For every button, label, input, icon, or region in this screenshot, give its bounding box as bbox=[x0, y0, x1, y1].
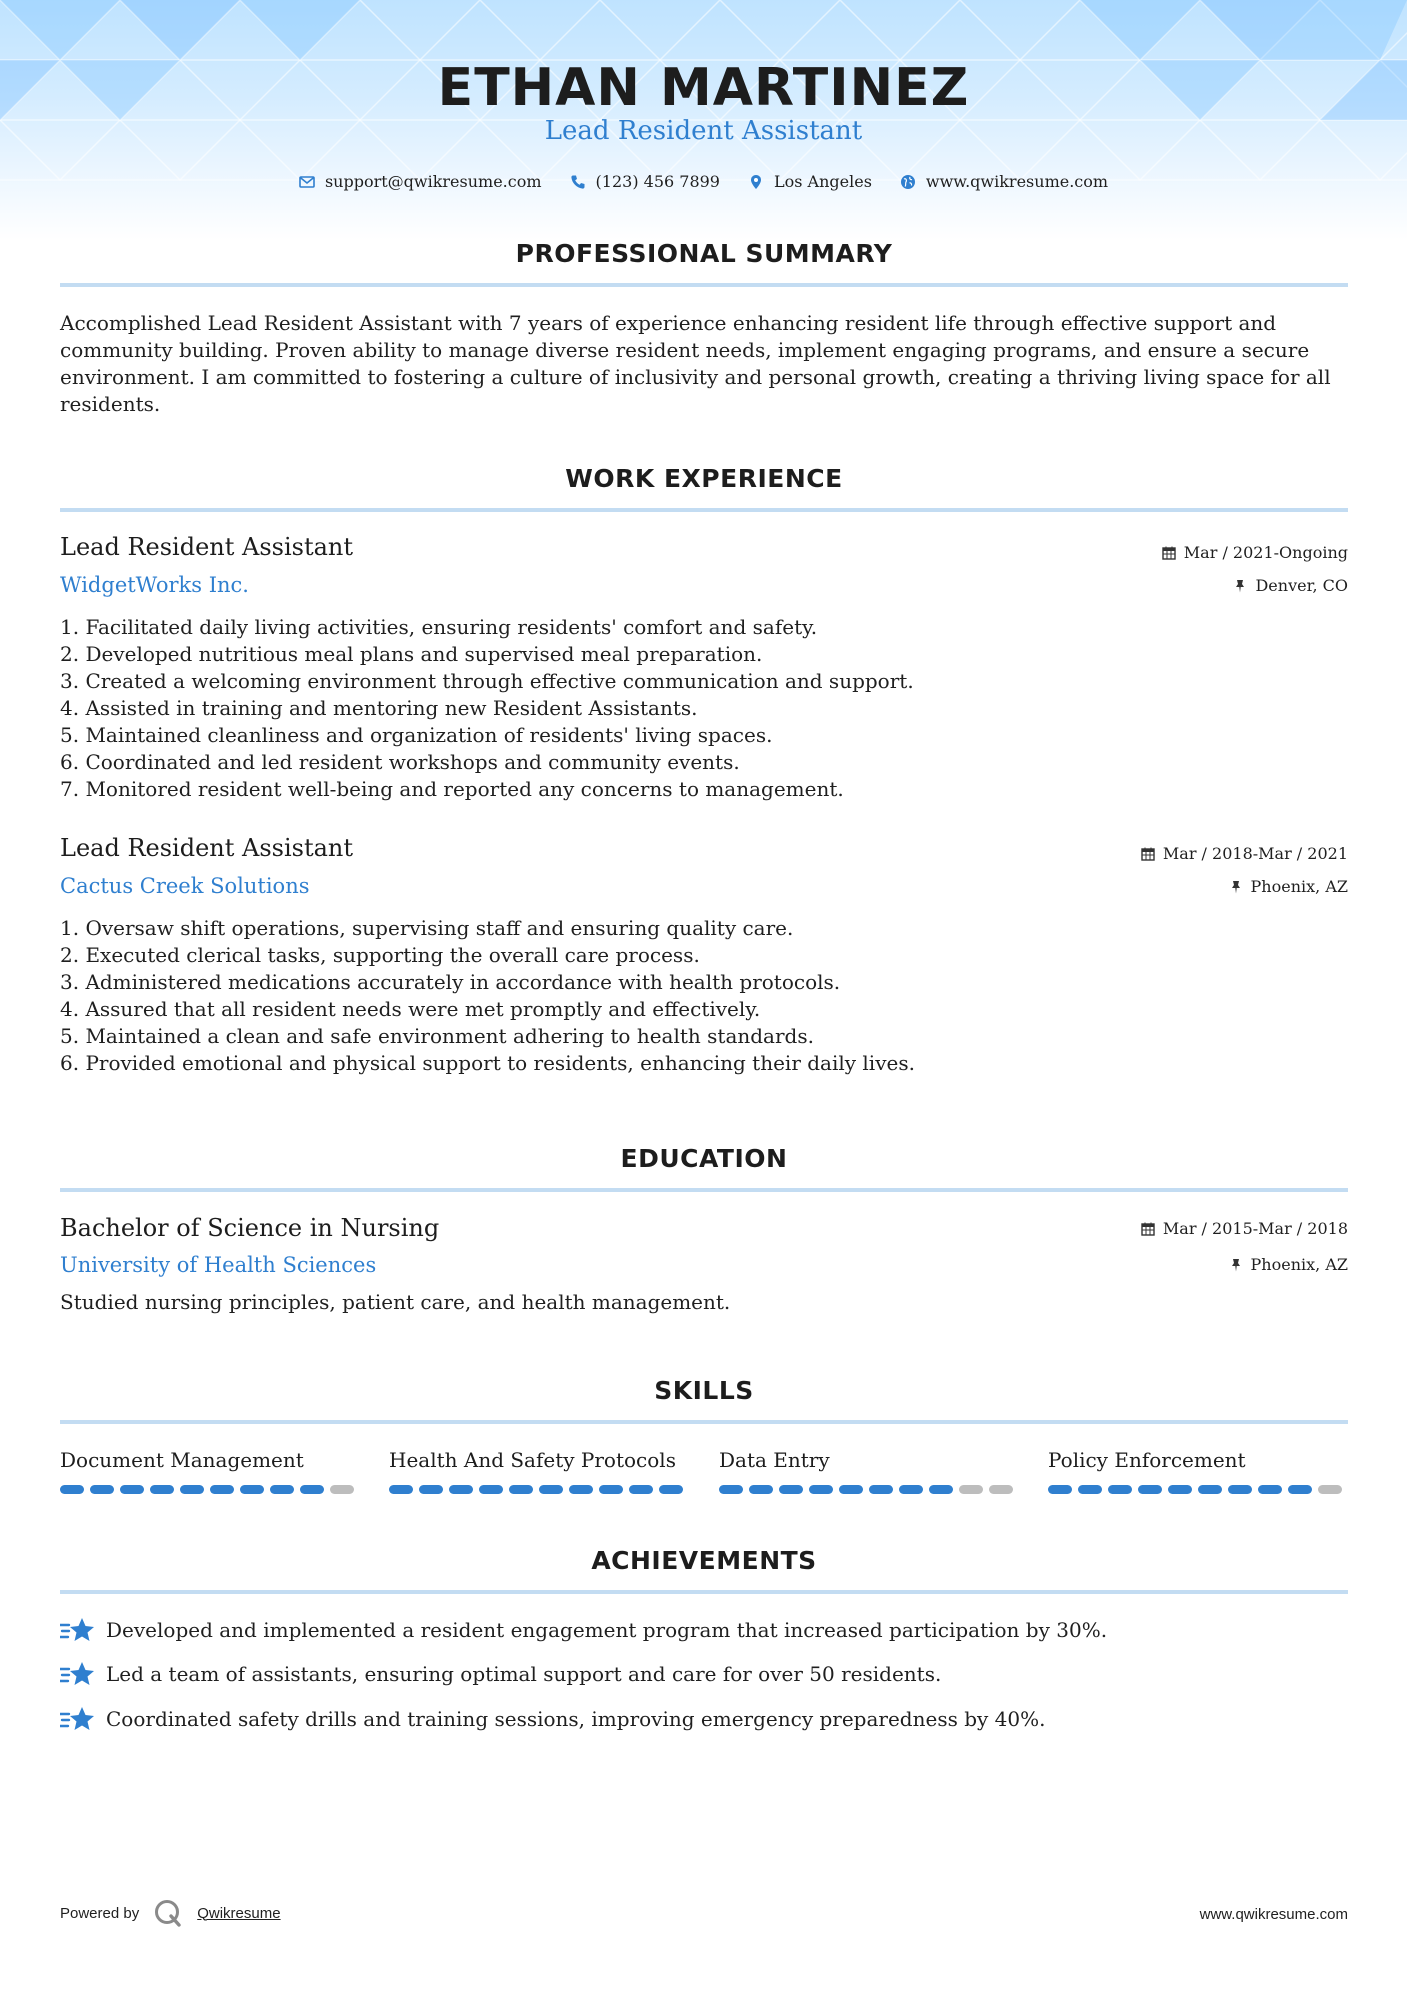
skill-segment-filled bbox=[1108, 1485, 1132, 1494]
skill-segment-filled bbox=[210, 1485, 234, 1494]
section-divider bbox=[60, 508, 1348, 512]
skill-segment-filled bbox=[270, 1485, 294, 1494]
summary-text: Accomplished Lead Resident Assistant with 7 years of experience enhancing resident life through effective support and community building. Proven ability to manage diverse resident needs, implement engaging programs, and ensure a secure environment. I am committed to fostering a culture of inclusivity and personal growth, creating a thriving living space for all residents. bbox=[60, 311, 1331, 416]
skill-segment-filled bbox=[539, 1485, 563, 1494]
job-location-text: Denver, CO bbox=[1255, 576, 1348, 595]
skill-segment-filled bbox=[809, 1485, 833, 1494]
pin-icon bbox=[1229, 880, 1243, 894]
skill-segment-filled bbox=[180, 1485, 204, 1494]
calendar-icon bbox=[1162, 546, 1176, 560]
section-divider bbox=[60, 283, 1348, 287]
skill-segment-filled bbox=[1078, 1485, 1102, 1494]
contact-email[interactable] bbox=[299, 172, 542, 191]
job-title: Lead Resident Assistant bbox=[60, 533, 354, 561]
footer-url[interactable]: www.qwikresume.com bbox=[1199, 1906, 1348, 1923]
job-bullet: 6. Coordinated and led resident workshops and community events. bbox=[60, 750, 740, 774]
contact-location-text: Los Angeles bbox=[773, 172, 872, 191]
envelope-icon bbox=[299, 174, 315, 190]
contact-phone-text: (123) 456 7899 bbox=[595, 172, 720, 191]
skill-segment-filled bbox=[240, 1485, 264, 1494]
contact-website[interactable] bbox=[900, 172, 1108, 191]
skill-segment-filled bbox=[1138, 1485, 1162, 1494]
star-icon bbox=[60, 1659, 94, 1689]
skill-segment-filled bbox=[629, 1485, 653, 1494]
job-bullet: 2. Executed clerical tasks, supporting the overall care process. bbox=[60, 943, 700, 967]
achievement-text: Developed and implemented a resident engagement program that increased participation by 30%. bbox=[106, 1618, 1108, 1642]
map-marker-icon bbox=[748, 174, 764, 190]
contact-phone[interactable] bbox=[570, 172, 720, 191]
job-bullet: 3. Administered medications accurately in accordance with health protocols. bbox=[60, 970, 841, 994]
calendar-icon bbox=[1141, 1222, 1155, 1236]
footer-powered-by bbox=[60, 1898, 281, 1928]
section-title-summary: PROFESSIONAL SUMMARY bbox=[515, 239, 893, 268]
phone-icon bbox=[570, 174, 586, 190]
contact-email-text: support@qwikresume.com bbox=[324, 172, 542, 191]
skill-segment-filled bbox=[389, 1485, 413, 1494]
job-location bbox=[1229, 877, 1348, 896]
skill-segment-empty bbox=[1318, 1485, 1342, 1494]
section-title-education: EDUCATION bbox=[620, 1144, 788, 1173]
skill-segment-filled bbox=[779, 1485, 803, 1494]
job-company: Cactus Creek Solutions bbox=[60, 874, 310, 898]
contact-bar bbox=[0, 172, 1407, 191]
job-dates-text: Mar / 2018-Mar / 2021 bbox=[1162, 844, 1348, 863]
skill-level-bar bbox=[1048, 1485, 1348, 1494]
skill-item bbox=[389, 1448, 689, 1494]
skill-segment-filled bbox=[839, 1485, 863, 1494]
contact-location bbox=[748, 172, 872, 191]
skill-segment-filled bbox=[899, 1485, 923, 1494]
skill-segment-filled bbox=[929, 1485, 953, 1494]
skill-segment-filled bbox=[599, 1485, 623, 1494]
job-title: Lead Resident Assistant bbox=[60, 834, 354, 862]
skill-segment-empty bbox=[330, 1485, 354, 1494]
candidate-role: Lead Resident Assistant bbox=[544, 116, 863, 146]
job-bullet: 1. Oversaw shift operations, supervising staff and ensuring quality care. bbox=[60, 916, 794, 940]
section-title-experience: WORK EXPERIENCE bbox=[565, 464, 843, 493]
skill-segment-filled bbox=[419, 1485, 443, 1494]
section-title-achievements: ACHIEVEMENTS bbox=[591, 1546, 817, 1575]
job-bullet: 5. Maintained a clean and safe environment adhering to health standards. bbox=[60, 1024, 814, 1048]
skill-name: Health And Safety Protocols bbox=[389, 1448, 676, 1472]
skill-name: Document Management bbox=[60, 1448, 304, 1472]
education-degree: Bachelor of Science in Nursing bbox=[60, 1214, 440, 1242]
footer-brand-link[interactable]: Qwikresume bbox=[197, 1904, 281, 1922]
job-dates bbox=[1141, 844, 1348, 863]
skill-segment-filled bbox=[749, 1485, 773, 1494]
calendar-icon bbox=[1141, 847, 1155, 861]
education-location bbox=[1229, 1255, 1348, 1274]
contact-website-text: www.qwikresume.com bbox=[925, 172, 1109, 191]
section-divider bbox=[60, 1420, 1348, 1424]
candidate-name: ETHAN MARTINEZ bbox=[437, 58, 970, 118]
section-divider bbox=[60, 1590, 1348, 1594]
skill-segment-empty bbox=[959, 1485, 983, 1494]
skill-segment-filled bbox=[509, 1485, 533, 1494]
job-bullet: 6. Provided emotional and physical support to residents, enhancing their daily lives. bbox=[60, 1051, 915, 1075]
skill-segment-filled bbox=[659, 1485, 683, 1494]
skill-level-bar bbox=[60, 1485, 360, 1494]
skill-segment-filled bbox=[1168, 1485, 1192, 1494]
skill-segment-filled bbox=[1198, 1485, 1222, 1494]
pin-icon bbox=[1233, 579, 1247, 593]
skill-segment-filled bbox=[90, 1485, 114, 1494]
job-bullet: 1. Facilitated daily living activities, ensuring residents' comfort and safety. bbox=[60, 615, 818, 639]
skill-name: Data Entry bbox=[719, 1448, 830, 1472]
education-school: University of Health Sciences bbox=[60, 1253, 377, 1277]
skill-segment-empty bbox=[989, 1485, 1013, 1494]
skill-segment-filled bbox=[60, 1485, 84, 1494]
section-title-skills: SKILLS bbox=[654, 1376, 754, 1405]
skill-segment-filled bbox=[150, 1485, 174, 1494]
job-location-text: Phoenix, AZ bbox=[1250, 877, 1348, 896]
skill-name: Policy Enforcement bbox=[1048, 1448, 1246, 1472]
skill-segment-filled bbox=[719, 1485, 743, 1494]
job-bullets bbox=[60, 915, 1160, 1077]
job-bullet: 2. Developed nutritious meal plans and supervised meal preparation. bbox=[60, 642, 763, 666]
job-bullet: 3. Created a welcoming environment through effective communication and support. bbox=[60, 669, 914, 693]
achievement-item bbox=[60, 1615, 1107, 1645]
pin-icon bbox=[1229, 1258, 1243, 1272]
qwikresume-logo-icon bbox=[153, 1898, 183, 1928]
education-location-text: Phoenix, AZ bbox=[1250, 1255, 1348, 1274]
star-icon bbox=[60, 1615, 94, 1645]
job-bullet: 4. Assured that all resident needs were met promptly and effectively. bbox=[60, 997, 761, 1021]
skill-item bbox=[1048, 1448, 1348, 1494]
skill-segment-filled bbox=[1048, 1485, 1072, 1494]
job-bullet: 5. Maintained cleanliness and organization of residents' living spaces. bbox=[60, 723, 773, 747]
achievement-item bbox=[60, 1659, 941, 1689]
skill-segment-filled bbox=[1228, 1485, 1252, 1494]
skill-segment-filled bbox=[1258, 1485, 1282, 1494]
education-dates bbox=[1141, 1219, 1348, 1238]
globe-icon bbox=[900, 174, 916, 190]
achievement-text: Led a team of assistants, ensuring optimal support and care for over 50 residents. bbox=[106, 1662, 942, 1686]
achievement-text: Coordinated safety drills and training sessions, improving emergency preparedness by 40%. bbox=[106, 1707, 1046, 1731]
skill-item bbox=[719, 1448, 1019, 1494]
skill-segment-filled bbox=[300, 1485, 324, 1494]
skill-segment-filled bbox=[120, 1485, 144, 1494]
skill-level-bar bbox=[719, 1485, 1019, 1494]
achievement-item bbox=[60, 1704, 1045, 1734]
skill-level-bar bbox=[389, 1485, 689, 1494]
job-company: WidgetWorks Inc. bbox=[60, 573, 249, 597]
skill-segment-filled bbox=[449, 1485, 473, 1494]
job-bullets bbox=[60, 614, 1160, 803]
job-bullet: 4. Assisted in training and mentoring new Resident Assistants. bbox=[60, 696, 698, 720]
skill-item bbox=[60, 1448, 360, 1494]
education-dates-text: Mar / 2015-Mar / 2018 bbox=[1162, 1219, 1348, 1238]
skill-segment-filled bbox=[569, 1485, 593, 1494]
education-description: Studied nursing principles, patient care, and health management. bbox=[60, 1290, 731, 1314]
star-icon bbox=[60, 1704, 94, 1734]
job-dates bbox=[1162, 543, 1348, 562]
section-divider bbox=[60, 1188, 1348, 1192]
skill-segment-filled bbox=[1288, 1485, 1312, 1494]
job-dates-text: Mar / 2021-Ongoing bbox=[1183, 543, 1348, 562]
job-location bbox=[1233, 576, 1348, 595]
skill-segment-filled bbox=[479, 1485, 503, 1494]
skill-segment-filled bbox=[869, 1485, 893, 1494]
job-bullet: 7. Monitored resident well-being and reported any concerns to management. bbox=[60, 777, 844, 801]
powered-by-label: Powered by bbox=[60, 1904, 140, 1922]
